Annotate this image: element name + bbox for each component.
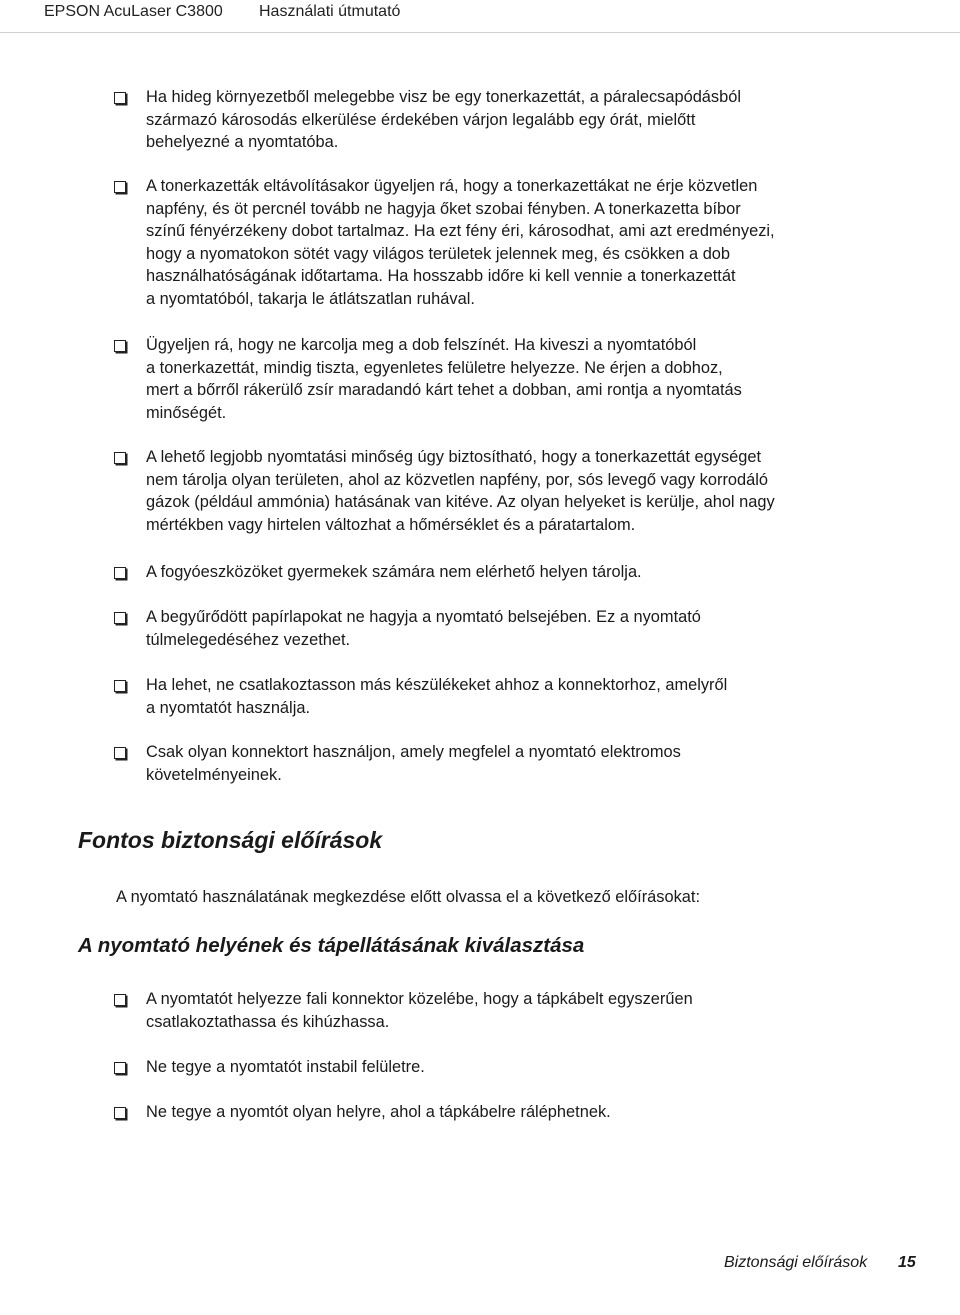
text-line: mértékben vagy hirtelen változhat a hőmérséklet és a páratartalom. [146, 515, 636, 534]
checkbox-bullet-icon [114, 567, 126, 579]
text-line: Csak olyan konnektort használjon, amely megfelel a nyomtató elektromos [146, 743, 681, 761]
text-line: Ügyeljen rá, hogy ne karcolja meg a dob felszínét. Ha kiveszi a nyomtatóból [146, 336, 697, 354]
header-guide-title: Használati útmutató [259, 3, 401, 20]
text-line: Ne tegye a nyomtót olyan helyre, ahol a tápkábelre ráléphetnek. [146, 1103, 611, 1121]
text-line: A fogyóeszközöket gyermekek számára nem elérhető helyen tárolja. [146, 563, 642, 581]
text-line: származó károsodás elkerülése érdekében várjon legalább egy órát, mielőtt [146, 110, 696, 129]
subsection-title: A nyomtató helyének és tápellátásának kiválasztása [78, 934, 585, 957]
page-header [0, 0, 960, 33]
text-line: a tonerkazettát, mindig tiszta, egyenletes felületre helyezze. Ne érjen a dobhoz, [146, 358, 723, 377]
text-line: Ne tegye a nyomtatót instabil felületre. [146, 1058, 425, 1076]
text-line: színű fényérzékeny dobot tartalmaz. Ha ezt fény éri, károsodhat, ami azt eredményezi, [146, 222, 775, 240]
checkbox-bullet-icon [114, 747, 126, 759]
page-number: 15 [898, 1254, 916, 1271]
checkbox-bullet-icon [114, 452, 126, 464]
checkbox-bullet-icon [114, 92, 126, 104]
text-line: a nyomtatót használja. [146, 698, 311, 717]
checkbox-bullet-icon [114, 1062, 126, 1074]
footer-section-name: Biztonsági előírások [724, 1254, 868, 1271]
checkbox-bullet-icon [114, 340, 126, 352]
text-line: A begyűrődött papírlapokat ne hagyja a nyomtató belsejében. Ez a nyomtató [146, 608, 701, 626]
text-line: használhatóságának időtartama. Ha hosszabb időre ki kell vennie a tonerkazettát [146, 267, 736, 285]
text-line: behelyezné a nyomtatóba. [146, 133, 339, 151]
header-product: EPSON AcuLaser C3800 [44, 3, 223, 20]
text-line: A lehető legjobb nyomtatási minőség úgy biztosítható, hogy a tonerkazettát egységet [146, 448, 762, 466]
checkbox-bullet-icon [114, 1107, 126, 1119]
section-title: Fontos biztonsági előírások [78, 827, 383, 853]
text-line: A tonerkazetták eltávolításakor ügyeljen rá, hogy a tonerkazettákat ne érje közvetlen [146, 177, 758, 195]
checkbox-bullet-icon [114, 994, 126, 1006]
checkbox-bullet-icon [114, 181, 126, 193]
checkbox-bullet-icon [114, 612, 126, 624]
text-line: Ha lehet, ne csatlakoztasson más készülékeket ahhoz a konnektorhoz, amelyről [146, 676, 728, 694]
section-intro: A nyomtató használatának megkezdése előtt olvassa el a következő előírásokat: [116, 888, 701, 906]
text-line: hogy a nyomatokon sötét vagy világos területek jelennek meg, és csökken a dob [146, 244, 731, 263]
checkbox-bullet-icon [114, 680, 126, 692]
text-line: minőségét. [146, 403, 227, 422]
text-line: csatlakoztathassa és kihúzhassa. [146, 1012, 390, 1031]
text-line: követelményeinek. [146, 765, 282, 784]
text-line: Ha hideg környezetből melegebbe visz be egy tonerkazettát, a páralecsapódásból [146, 88, 741, 106]
text-line: a nyomtatóból, takarja le átlátszatlan ruhával. [146, 289, 475, 308]
text-line: napfény, és öt percnél tovább ne hagyja őket szobai fényben. A tonerkazetta bíbor [146, 199, 741, 218]
text-line: túlmelegedéséhez vezethet. [146, 630, 351, 649]
text-line: nem tárolja olyan területen, ahol az közvetlen napfény, por, sós levegő vagy korrodáló [146, 470, 769, 489]
text-line: gázok (például ammónia) hatásának van kitéve. Az olyan helyeket is kerülje, ahol nagy [146, 493, 775, 511]
text-line: mert a bőrről rákerülő zsír maradandó kárt tehet a dobban, ami rontja a nyomtatás [146, 381, 742, 399]
text-line: A nyomtatót helyezze fali konnektor közelébe, hogy a tápkábelt egyszerűen [146, 990, 693, 1008]
